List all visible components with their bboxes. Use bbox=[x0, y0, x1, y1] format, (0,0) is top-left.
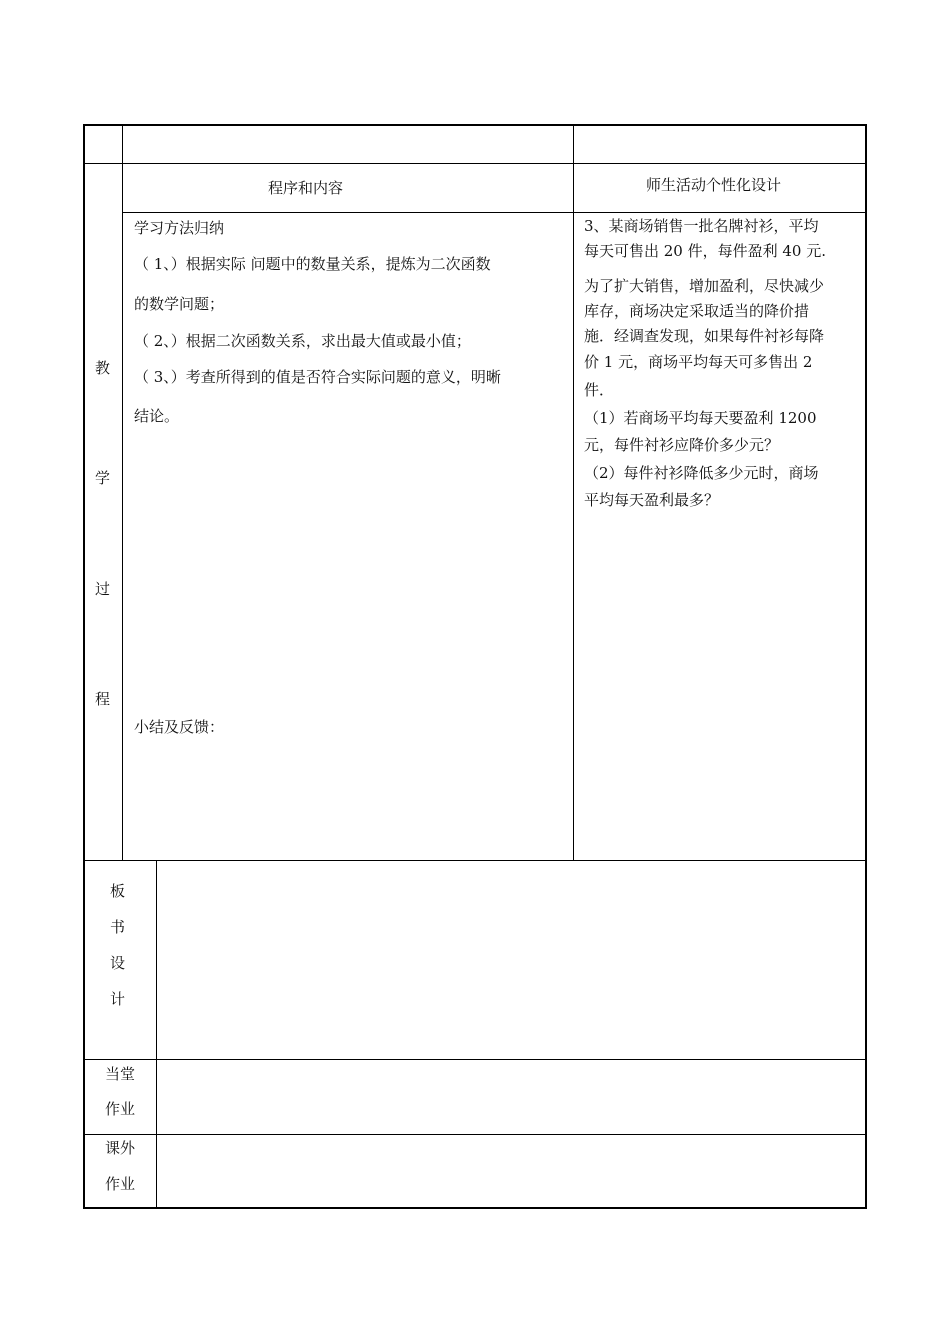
problem-line-4: 库存，商场决定采取适当的降价措 bbox=[584, 302, 810, 320]
rule-header bbox=[122, 212, 867, 213]
side-char-4: 程 bbox=[95, 690, 111, 708]
problem-line-9: 元，每件衬衫应降价多少元？ bbox=[584, 436, 780, 454]
problem-line-10: （2）每件衬衫降低多少元时，商场 bbox=[584, 464, 819, 482]
problem-line-6: 价 1 元，商场平均每天可多售出 2 bbox=[584, 353, 813, 371]
divider-mid-col bbox=[573, 124, 574, 861]
method-item-1: （ 1、）根据实际 问题中的数量关系，提炼为二次函数 bbox=[134, 255, 491, 273]
side-char-2: 学 bbox=[95, 469, 111, 487]
summary-label: 小结及反馈： bbox=[134, 718, 225, 736]
border-bottom bbox=[83, 1207, 867, 1209]
method-item-3-cont: 结论。 bbox=[134, 407, 180, 425]
board-char-4: 计 bbox=[110, 990, 126, 1008]
extra-homework-line-1: 课外 bbox=[105, 1139, 136, 1157]
rule-board-end bbox=[83, 1059, 867, 1060]
method-item-3: （ 3、）考查所得到的值是否符合实际问题的意义，明晰 bbox=[134, 368, 501, 386]
class-homework-line-2: 作业 bbox=[105, 1100, 136, 1118]
problem-line-11: 平均每天盈利最多？ bbox=[584, 491, 720, 509]
problem-line-8: （1）若商场平均每天要盈利 1200 bbox=[584, 409, 817, 427]
rule-class-end bbox=[83, 1134, 867, 1135]
content-header: 程序和内容 bbox=[268, 179, 344, 197]
side-char-3: 过 bbox=[95, 580, 111, 598]
border-right bbox=[865, 124, 867, 1209]
border-top bbox=[83, 124, 867, 126]
problem-line-3: 为了扩大销售，增加盈利，尽快减少 bbox=[584, 277, 825, 295]
method-item-2: （ 2、）根据二次函数关系，求出最大值或最小值； bbox=[134, 332, 471, 350]
extra-homework-line-2: 作业 bbox=[105, 1175, 136, 1193]
border-left bbox=[83, 124, 85, 1209]
problem-line-7: 件． bbox=[584, 381, 615, 399]
board-char-3: 设 bbox=[110, 954, 126, 972]
divider-lower-label-col bbox=[156, 860, 157, 1209]
board-char-2: 书 bbox=[110, 918, 126, 936]
side-char-1: 教 bbox=[95, 359, 111, 377]
rule-row1 bbox=[83, 163, 867, 164]
problem-line-5: 施．经调查发现，如果每件衬衫每降 bbox=[584, 327, 825, 345]
divider-label-col bbox=[122, 124, 123, 861]
class-homework-line-1: 当堂 bbox=[105, 1065, 136, 1083]
problem-line-1: 3、某商场销售一批名牌衬衫，平均 bbox=[584, 217, 819, 235]
rule-process-end bbox=[83, 860, 867, 861]
board-char-1: 板 bbox=[110, 882, 126, 900]
method-title: 学习方法归纳 bbox=[134, 219, 225, 237]
method-item-1-cont: 的数学问题； bbox=[134, 295, 225, 313]
problem-line-2: 每天可售出 20 件，每件盈利 40 元. bbox=[584, 242, 827, 260]
activity-header: 师生活动个性化设计 bbox=[646, 176, 782, 194]
